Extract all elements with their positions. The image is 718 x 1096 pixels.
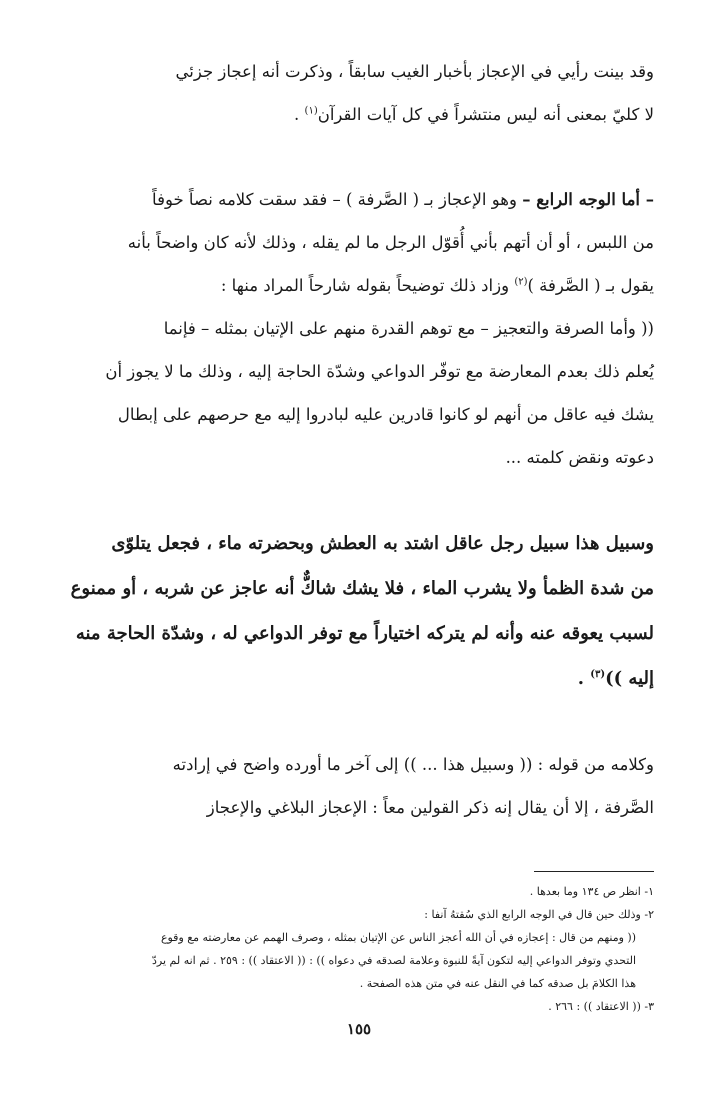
paragraph-2 [58,178,654,307]
paragraph-4-line-1: وسبيل هذا سبيل رجل عاقل اشتد به العطش وبحضرته ماء ، فجعل يتلوّى [111,533,654,554]
paragraph-2-line-2: من اللبس ، أو أن أتهم بأني أُقوّل الرجل ما لم يقله ، وذلك لأنه كان واضحاً بأنه [127,233,654,252]
footnote-ref-2: (٢) [514,276,528,288]
paragraph-1-line-1: وقد بينت رأيي في الإعجاز بأخبار الغيب سابقاً ، وذكرت أنه إعجاز جزئي [175,62,654,81]
paragraph-5-line-1: وكلامه من قوله : (( وسبيل هذا ... )) إلى آخر ما أورده واضح في إرادته [172,755,654,774]
paragraph-1-end-mark: . [294,105,300,124]
paragraph-4-end-mark: . [577,668,584,689]
paragraph-3-line-4: دعوته ونقض كلمته ... [505,448,654,467]
paragraph-4-line-4 [58,656,654,701]
paragraph-4-line-3: لسبب يعوقه عنه وأنه لم يتركه اختياراً مع توفر الدواعي له ، وشدّة الحاجة منه [75,623,654,644]
paragraph-3-line-3: يشك فيه عاقل من أنهم لو كانوا قادرين عليه لبادروا إليه مع حرصهم على إبطال [117,405,654,424]
footnote-ref-1: (١) [304,105,318,117]
footnote-separator [534,871,654,872]
paragraph-5 [58,743,654,829]
footnote-2-quote-line-1: (( ومنهم من قال : إعجازه في أن الله أعجز الناس عن الإتيان بمثله ، وصرف الهمم عن معارضته مع وقوع [160,931,636,944]
paragraph-4-bold-quote [58,521,654,701]
paragraph-4-line-4-a: إليه )) [605,668,654,689]
paragraph-2-line-3 [58,264,654,307]
paragraph-1-line-2-text: لا كليّ بمعنى أنه ليس منتشراً في كل آيات القرآن [317,105,654,124]
paragraph-3-quote [58,307,654,479]
footnote-3: ٣- (( الاعتقاد )) : ٢٦٦ . [548,1000,654,1013]
paragraph-2-line-1 [58,178,654,221]
page-number: ١٥٥ [346,1020,372,1038]
paragraph-3-line-1: (( وأما الصرفة والتعجيز – مع توهم القدرة منهم على الإتيان بمثله – فإنما [163,319,654,338]
paragraph-1-line-2 [58,93,654,136]
paragraph-2-line-1-rest: وهو الإعجاز بـ ( الصَّرفة ) – فقد سقت كلامه نصاً خوفاً [152,190,517,209]
page-content [58,50,654,1018]
paragraph-2-line-3-a: يقول بـ ( الصَّرفة ) [527,276,654,295]
footnote-1: ١- انظر ص ١٣٤ وما بعدها . [529,885,654,898]
footnote-2: ٢- وذلك حين قال في الوجه الرابع الذي سُقتهُ آنفا : [424,908,654,921]
paragraph-4-line-2: من شدة الظمأ ولا يشرب الماء ، فلا يشك شاكٌّ أنه عاجز عن شربه ، أو ممنوع [70,578,654,599]
footnote-2-quote-line-2: التحدي وتوفر الدواعي إليه لتكون آيةً للنبوة وعلامة لصدقه في دعواه )) : (( الاعتقاد )) : ٢٥٩ . ثم انه لم يردّ [152,954,636,967]
footnote-ref-3: (٣) [590,669,606,680]
paragraph-1 [58,50,654,136]
footnotes [58,880,654,1018]
paragraph-3-line-2: يُعلم ذلك بعدم المعارضة مع توفّر الدواعي وشدّة الحاجة إليه ، وذلك ما لا يجوز أن [105,362,654,381]
paragraph-5-line-2: الصَّرفة ، إلا أن يقال إنه ذكر القولين معاً : الإعجاز البلاغي والإعجاز [206,798,654,817]
footnote-2-quote-line-3: هذا الكلامَ بل صدقه كما في النقل عنه في متن هذه الصفحة . [359,977,636,990]
paragraph-2-line-3-b: وزاد ذلك توضيحاً بقوله شارحاً المراد منها : [220,276,510,295]
section-lead-heading: – أما الوجه الرابع – [522,190,654,209]
